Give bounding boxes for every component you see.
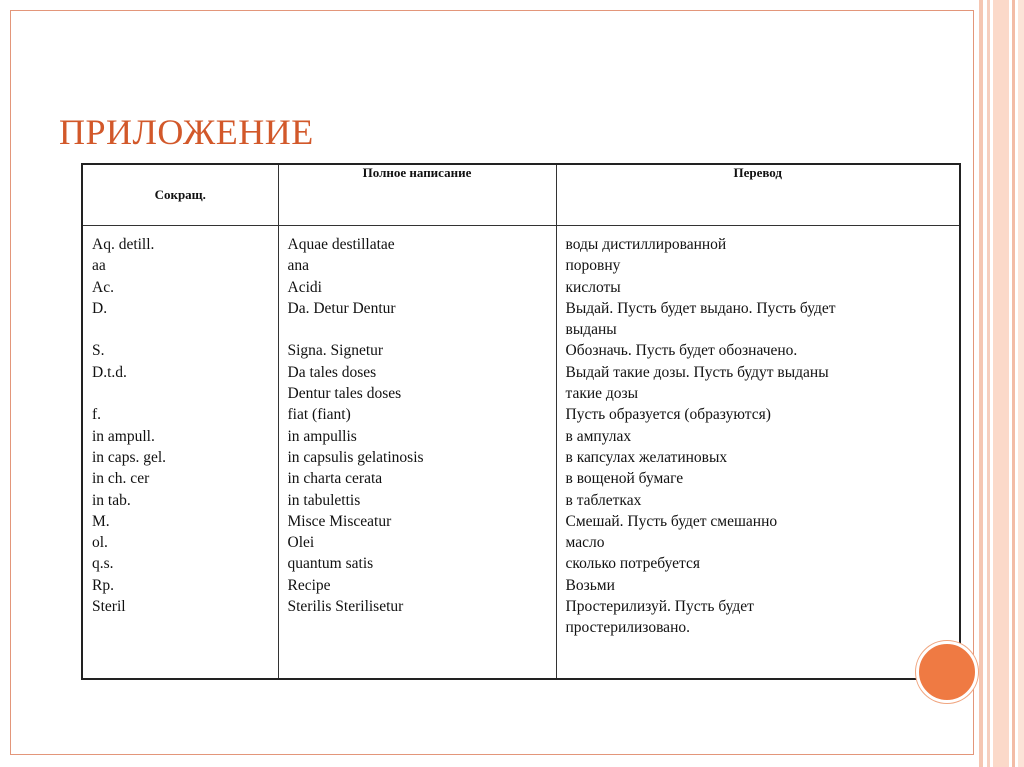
stripe bbox=[993, 0, 1009, 767]
cell-line: Olei bbox=[287, 534, 315, 552]
cell-line: выданы bbox=[565, 321, 617, 339]
cell-line: Signa. Signetur bbox=[287, 342, 384, 360]
stripe bbox=[979, 0, 983, 767]
stripe bbox=[1012, 0, 1015, 767]
cell-line: S. bbox=[92, 342, 105, 360]
cell-line: масло bbox=[565, 534, 605, 552]
cell-line: in capsulis gelatinosis bbox=[287, 448, 424, 466]
cell-line: M. bbox=[92, 512, 110, 530]
cell-line: Aq. detill. bbox=[92, 236, 155, 253]
cell-line: в таблетках bbox=[565, 491, 642, 509]
cell-line: in charta cerata bbox=[287, 470, 383, 488]
cell-line: quantum satis bbox=[287, 555, 374, 573]
cell-line bbox=[92, 319, 278, 340]
decorative-circle bbox=[916, 641, 978, 703]
cell-line: aa bbox=[92, 257, 106, 275]
cell-line: в вощеной бумаге bbox=[565, 470, 684, 488]
cell-line: ol. bbox=[92, 534, 108, 552]
cell-line: простерилизовано. bbox=[565, 619, 690, 637]
stripe bbox=[1018, 0, 1024, 767]
cell-line: Выдай. Пусть будет выдано. Пусть будет bbox=[565, 299, 836, 317]
header-translation: Перевод bbox=[556, 164, 960, 226]
cell-line: in ampull. bbox=[92, 427, 155, 445]
cell-line: в капсулах желатиновых bbox=[565, 448, 728, 466]
translation-column bbox=[556, 226, 960, 680]
cell-line: fiat (fiant) bbox=[287, 406, 351, 424]
cell-line: Da tales doses bbox=[287, 363, 377, 381]
cell-line: Steril bbox=[92, 598, 126, 616]
cell-line: in tab. bbox=[92, 491, 131, 509]
cell-line: q.s. bbox=[92, 555, 114, 573]
cell-line: Misce Misceatur bbox=[287, 512, 392, 530]
cell-line: в ампулах bbox=[565, 427, 632, 445]
full-form-column bbox=[278, 226, 556, 680]
cell-line: Обозначь. Пусть будет обозначено. bbox=[565, 342, 798, 360]
cell-line: Возьми bbox=[565, 576, 615, 594]
cell-line: поровну bbox=[565, 257, 621, 275]
header-full-form: Полное написание bbox=[278, 164, 556, 226]
cell-line: кислоты bbox=[565, 278, 621, 296]
cell-line: Dentur tales doses bbox=[287, 385, 402, 403]
cell-line: in ampullis bbox=[287, 427, 357, 445]
cell-line: Простерилизуй. Пусть будет bbox=[565, 598, 754, 616]
cell-line: Rp. bbox=[92, 576, 114, 594]
cell-line bbox=[92, 383, 278, 404]
cell-line: сколько потребуется bbox=[565, 555, 700, 573]
table-row bbox=[82, 226, 960, 680]
cell-line: Recipe bbox=[287, 576, 331, 594]
cell-line: ana bbox=[287, 257, 310, 275]
cell-line: in caps. gel. bbox=[92, 448, 167, 466]
cell-line: Aquae destillatae bbox=[287, 236, 395, 253]
decorative-stripes bbox=[979, 0, 1024, 767]
cell-line: D. bbox=[92, 299, 108, 317]
cell-line bbox=[288, 319, 556, 340]
cell-line: Ac. bbox=[92, 278, 114, 296]
cell-line: Выдай такие дозы. Пусть будут выданы bbox=[565, 363, 829, 381]
cell-line: Da. Detur Dentur bbox=[287, 299, 396, 317]
cell-line: in tabulettis bbox=[287, 491, 361, 509]
cell-line: Пусть образуется (образуются) bbox=[565, 406, 771, 424]
cell-line: Acidi bbox=[287, 278, 322, 296]
header-row bbox=[82, 164, 960, 226]
abbreviation-table bbox=[81, 163, 961, 680]
cell-line: in ch. cer bbox=[92, 470, 150, 488]
slide-title: ПРИЛОЖЕНИЕ bbox=[59, 112, 314, 152]
cell-line: Sterilis Sterilisetur bbox=[287, 598, 404, 616]
cell-line: D.t.d. bbox=[92, 363, 127, 381]
cell-line: Смешай. Пусть будет смешанно bbox=[565, 512, 778, 530]
cell-line: воды дистиллированной bbox=[565, 236, 727, 253]
stripe bbox=[987, 0, 990, 767]
cell-line: такие дозы bbox=[565, 385, 639, 403]
abbreviation-column bbox=[82, 226, 278, 680]
header-abbreviation: Сокращ. bbox=[82, 164, 278, 226]
cell-line: f. bbox=[92, 406, 102, 424]
